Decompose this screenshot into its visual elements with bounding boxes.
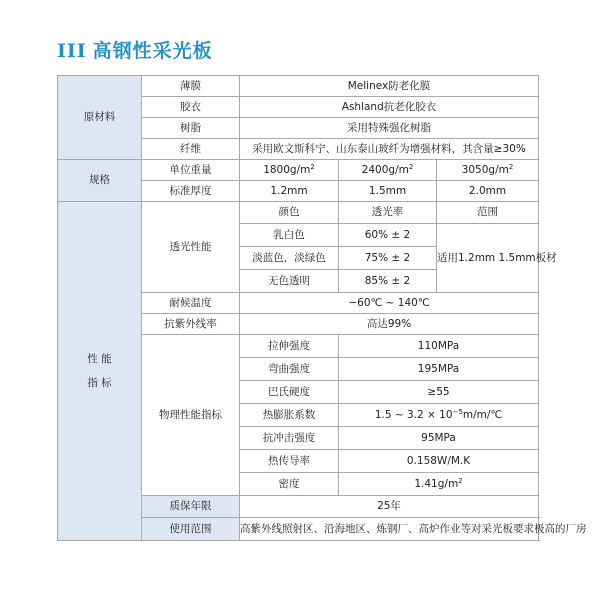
physical-value: 195MPa <box>339 358 539 381</box>
performance-label-line1: 性 能 <box>87 353 112 365</box>
material-value: 采用欧文斯科宁、山东泰山玻纤为增强材料，其含量≥30% <box>240 139 539 160</box>
material-name: 树脂 <box>142 118 240 139</box>
weather-label: 耐候温度 <box>142 293 240 314</box>
physical-value: 0.158W/M.K <box>339 450 539 473</box>
category-warranty: 质保年限 <box>142 496 240 518</box>
spec-table <box>57 75 587 541</box>
physical-name: 密度 <box>240 473 339 496</box>
material-name: 胶衣 <box>142 97 240 118</box>
category-specs: 规格 <box>58 160 142 202</box>
color-cell: 乳白色 <box>240 224 339 247</box>
physical-name: 弯曲强度 <box>240 358 339 381</box>
material-value: Melinex防老化膜 <box>240 76 539 97</box>
table-row <box>58 202 539 224</box>
rate-cell: 60% ± 2 <box>339 224 437 247</box>
column-header: 颜色 <box>240 202 339 224</box>
category-usage: 使用范围 <box>142 518 240 541</box>
section-title: 高钢性采光板 <box>92 40 213 62</box>
physical-name: 热传导率 <box>240 450 339 473</box>
rate-cell: 75% ± 2 <box>339 247 437 270</box>
range-cell: 适用1.2mm 1.5mm板材 <box>437 224 539 293</box>
material-name: 薄膜 <box>142 76 240 97</box>
physical-value: 95MPa <box>339 427 539 450</box>
physical-name: 拉伸强度 <box>240 335 339 358</box>
rate-cell: 85% ± 2 <box>339 270 437 293</box>
warranty-value: 25年 <box>240 496 539 518</box>
color-cell: 淡蓝色，淡绿色 <box>240 247 339 270</box>
uv-label: 抗紫外线率 <box>142 314 240 335</box>
table-row <box>58 160 539 181</box>
category-performance <box>58 202 142 541</box>
thickness-value: 1.2mm <box>240 181 339 202</box>
weight-value: $1800g/m^2$ <box>240 160 339 181</box>
material-value: Ashland抗老化胶衣 <box>240 97 539 118</box>
thickness-value: 1.5mm <box>339 181 437 202</box>
weight-value: $2400g/m^2$ <box>339 160 437 181</box>
material-value: 采用特殊强化树脂 <box>240 118 539 139</box>
performance-label-line2: 指 标 <box>87 377 112 389</box>
thickness-label: 标准厚度 <box>142 181 240 202</box>
weight-value: $3050g/m^2$ <box>437 160 539 181</box>
material-name: 纤维 <box>142 139 240 160</box>
weight-label: 单位重量 <box>142 160 240 181</box>
transmittance-label: 透光性能 <box>142 202 240 293</box>
column-header: 透光率 <box>339 202 437 224</box>
physical-value: 1.5 ~ $3.2 \times 10^{-5}m/m/℃$ <box>339 404 539 427</box>
page-title <box>57 36 213 62</box>
usage-value: 高紫外线照射区、沿海地区、炼钢厂、高炉作业等对采光板要求极高的厂房 <box>240 518 539 541</box>
physical-value: ≥55 <box>339 381 539 404</box>
section-number: III <box>57 40 87 62</box>
physical-value: $1.41g/m^2$ <box>339 473 539 496</box>
physical-name: 巴氏硬度 <box>240 381 339 404</box>
weather-value: −60℃ ~ 140℃ <box>240 293 539 314</box>
table-row <box>58 76 539 97</box>
uv-value: 高达99% <box>240 314 539 335</box>
column-header: 范围 <box>437 202 539 224</box>
color-cell: 无色透明 <box>240 270 339 293</box>
physical-name: 抗冲击强度 <box>240 427 339 450</box>
physical-label: 物理性能指标 <box>142 335 240 496</box>
physical-value: 110MPa <box>339 335 539 358</box>
thickness-value: 2.0mm <box>437 181 539 202</box>
category-materials: 原材料 <box>58 76 142 160</box>
physical-name: 热膨胀系数 <box>240 404 339 427</box>
